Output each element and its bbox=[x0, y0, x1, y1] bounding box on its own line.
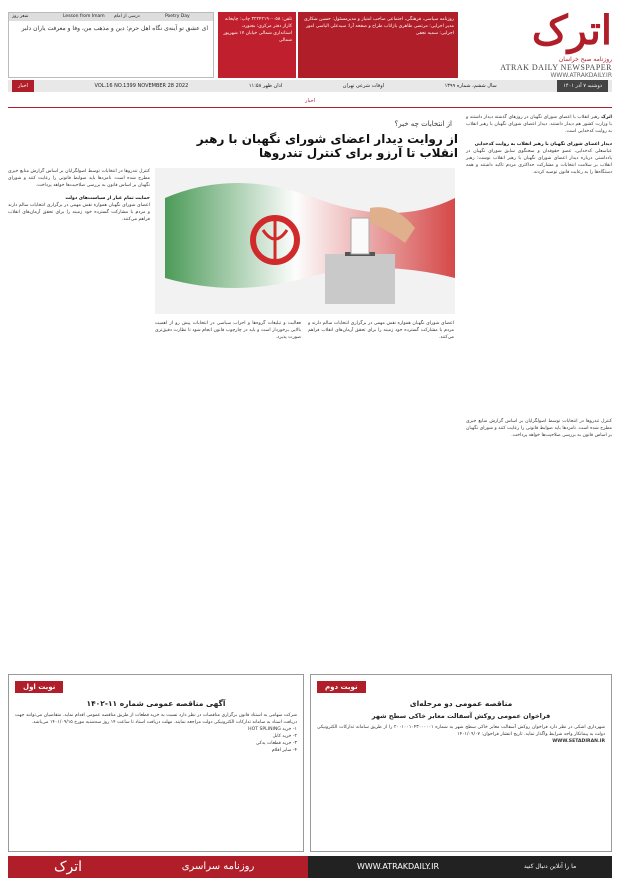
ad-title: آگهی مناقصه عمومی شماره ۱۱-۱۴۰۲ bbox=[86, 699, 226, 708]
article-photo bbox=[155, 168, 455, 314]
article-headline: از روایت دیدار اعضای شورای نگهبان با رهبر انقلاب تا آرزو برای کنترل تندروها bbox=[196, 132, 458, 160]
ballot-flag-illustration bbox=[155, 168, 455, 314]
ad-item: ۳- خرید قطعات یدکی bbox=[255, 741, 297, 746]
article-lead bbox=[466, 114, 612, 414]
ad-notice-badge: نوبت اول bbox=[15, 681, 63, 693]
column-text: عباسعلی کدخدایی، عضو حقوقدان و سخنگوی سابق شورای نگهبان در یادداشتی درباره دیدار اعضای شورای نگهبان با رهبر انقلاب نوشت: رهبر انقلاب بر سلامت انتخابات و مشارکت حداکثری مردم تاکید داشتند و همه دستگاه‌ها را به رعایت قانون توصیه کردند. bbox=[466, 149, 612, 175]
ad-box-tender bbox=[8, 674, 304, 852]
ad-text: شهرداری اشکی در نظر دارد فراخوان روکش آسفالت معابر خاکی سطح شهر به شماره ۲۰۰۱۰۰۱۰۴۳۰۰۰۰۰۱ را از طریق سامانه تدارکات الکترونیکی دولت به پیمانکار واجد شرایط واگذار نماید. تاریخ انتشار فراخوان: ۱۴۰۱/۰۹/۰۷ bbox=[317, 725, 605, 737]
english-date: VOL.16 NO.1399 NOVEMBER 28 2022 bbox=[94, 83, 189, 89]
article-kicker: از انتخابات چه خبر؟ bbox=[394, 120, 452, 128]
logo-subtitle: روزنامه صبح خراسان bbox=[558, 56, 612, 63]
quote-bar-label: Lesson from Imam bbox=[60, 13, 111, 21]
quote-bar bbox=[9, 13, 213, 21]
article-column bbox=[466, 418, 612, 658]
section-tag: اخبار bbox=[8, 98, 612, 108]
footer-online: ما را آنلاین دنبال کنید bbox=[488, 856, 612, 878]
quote-bar-label: Poetry Day bbox=[162, 13, 213, 21]
ad-box-asphalt bbox=[310, 674, 612, 852]
ad-item: ۲- خرید کابل bbox=[272, 734, 297, 739]
azan-time: اذان ظهر ۱۱:۵۸ bbox=[248, 83, 283, 89]
quote-bar-label: شعر روز bbox=[9, 13, 60, 21]
column-text: اعضای شورای نگهبان همواره نقش مهمی در برگزاری انتخابات سالم دارند و مردم با مشارکت گسترده خود زمینه را برای تحقق آرمان‌های انقلاب فراهم می‌کنند. bbox=[308, 321, 454, 340]
newspaper-logo: اترک bbox=[531, 7, 612, 54]
header bbox=[8, 8, 612, 94]
newspaper-page bbox=[8, 8, 612, 878]
ad-notice-badge: نوبت دوم bbox=[317, 681, 366, 693]
prayer-times: اوقات شرعی تهران bbox=[342, 83, 384, 89]
page-label: اخبار bbox=[12, 80, 34, 92]
lead-title: اترک bbox=[601, 115, 612, 120]
column-text: فعالیت و تبلیغات گروه‌ها و احزاب سیاسی در انتخابات پیش رو از اهمیت بالایی برخوردار است و باید در چارچوب قانون انجام شود تا نظارت دقیق‌تری صورت پذیرد. bbox=[155, 321, 301, 340]
footer-slogan: روزنامه سراسری bbox=[128, 856, 308, 878]
ad-text: شرکت سهامی به استناد قانون برگزاری مناقصات در نظر دارد نسبت به خرید قطعات از طریق مناقصه عمومی اقدام نماید. متقاضیان می‌توانند جهت دریافت اسناد به سامانه تدارکات الکترونیکی دولت مراجعه نمایند. مهلت دریافت اسناد تا ساعت ۱۴ روز سه‌شنبه مورخ ۱۴۰۱/۰۹/۱۵ می‌باشد. bbox=[15, 713, 297, 725]
ad-item: ۴- سایر اقلام bbox=[271, 748, 297, 753]
footer-banner bbox=[8, 856, 612, 878]
contact-box: تلفن: ۰۵۸-۳۲۲۴۲۱۹۰ چاپ: چاپخانه کاراز دفتر مرکزی: بجنورد، استانداری شمالی خیابان ۱۷ شهریور شمالی bbox=[218, 12, 296, 78]
issue-info: سال ششم، شماره ۱۳۹۹ bbox=[444, 83, 497, 89]
quote-box bbox=[8, 12, 214, 78]
ad-title: مناقصه عمومی دو مرحله‌ای bbox=[409, 699, 513, 708]
dateline bbox=[8, 80, 612, 92]
article-column bbox=[8, 168, 150, 658]
column-text: کنترل تندروها در انتخابات توسط اصولگرایان بر اساس گزارش منابع خبری مطرح شده است. نامزدها باید ضوابط قانونی را رعایت کنند و شورای نگهبان بر اساس قانون به بررسی صلاحیت‌ها خواهد پرداخت. bbox=[466, 419, 612, 438]
footer-logo: اترک bbox=[8, 856, 128, 878]
website-url[interactable]: WWW.ATRAKDAILY.IR bbox=[550, 72, 612, 79]
column-text: کنترل تندروها در انتخابات توسط اصولگرایان بر اساس گزارش منابع خبری مطرح شده است. نامزدها باید ضوابط قانونی را رعایت کنند و شورای نگهبان بر اساس قانون به بررسی صلاحیت‌ها خواهد پرداخت. bbox=[8, 169, 150, 188]
footer-url[interactable]: WWW.ATRAKDAILY.IR bbox=[308, 856, 488, 878]
column-text: اعضای شورای نگهبان همواره نقش مهمی در برگزاری انتخابات سالم دارند و مردم با مشارکت گسترده خود زمینه را برای تحقق آرمان‌های انقلاب فراهم می‌کنند. bbox=[8, 203, 150, 222]
ad-subtitle: فراخوان عمومی روکش آسفالت معابر خاکی سطح شهر bbox=[371, 712, 551, 720]
ad-url[interactable]: WWW.SETADIRAN.IR bbox=[552, 739, 605, 744]
subhead: حمایت تمام عیار از سیاست‌های دولت bbox=[65, 196, 150, 201]
quote-bar-label: درسی از امام bbox=[111, 13, 162, 21]
ad-item: ۱- خرید HOT SPLINING bbox=[248, 727, 297, 732]
quote-text: ای عشق تو آینه‌ی نگاه اهل حرم؛ دین و مذهب من، وفا و معرفت یاران دلبر bbox=[21, 25, 208, 32]
date: دوشنبه ۷ آذر ۱۴۰۱ bbox=[557, 80, 608, 92]
lead-text: رهبر انقلاب با اعضای شورای نگهبان در روزهای گذشته دیدار داشتند و با وزارت کشور هم دیدار داشتند. دیدار اعضای شورای نگهبان با رهبر انقلاب به روایت کدخدایی است. bbox=[466, 115, 612, 134]
english-title: ATRAK DAILY NEWSPAPER bbox=[500, 63, 612, 72]
article-column bbox=[155, 320, 301, 660]
publisher-box: روزنامه سیاسی، فرهنگی، اجتماعی صاحب امتیاز و مدیرمسئول: حسین شکاری مدیر اجرایی: مرتضی طاهری بازاتاب طراح و صفحه آرا: سیدعلی الیاسی امور اجرایی: سمیه نجفی bbox=[298, 12, 458, 78]
article-column bbox=[308, 320, 454, 660]
subhead: دیدار اعضای شورای نگهبان با رهبر انقلاب به روایت کدخدایی bbox=[474, 142, 612, 147]
